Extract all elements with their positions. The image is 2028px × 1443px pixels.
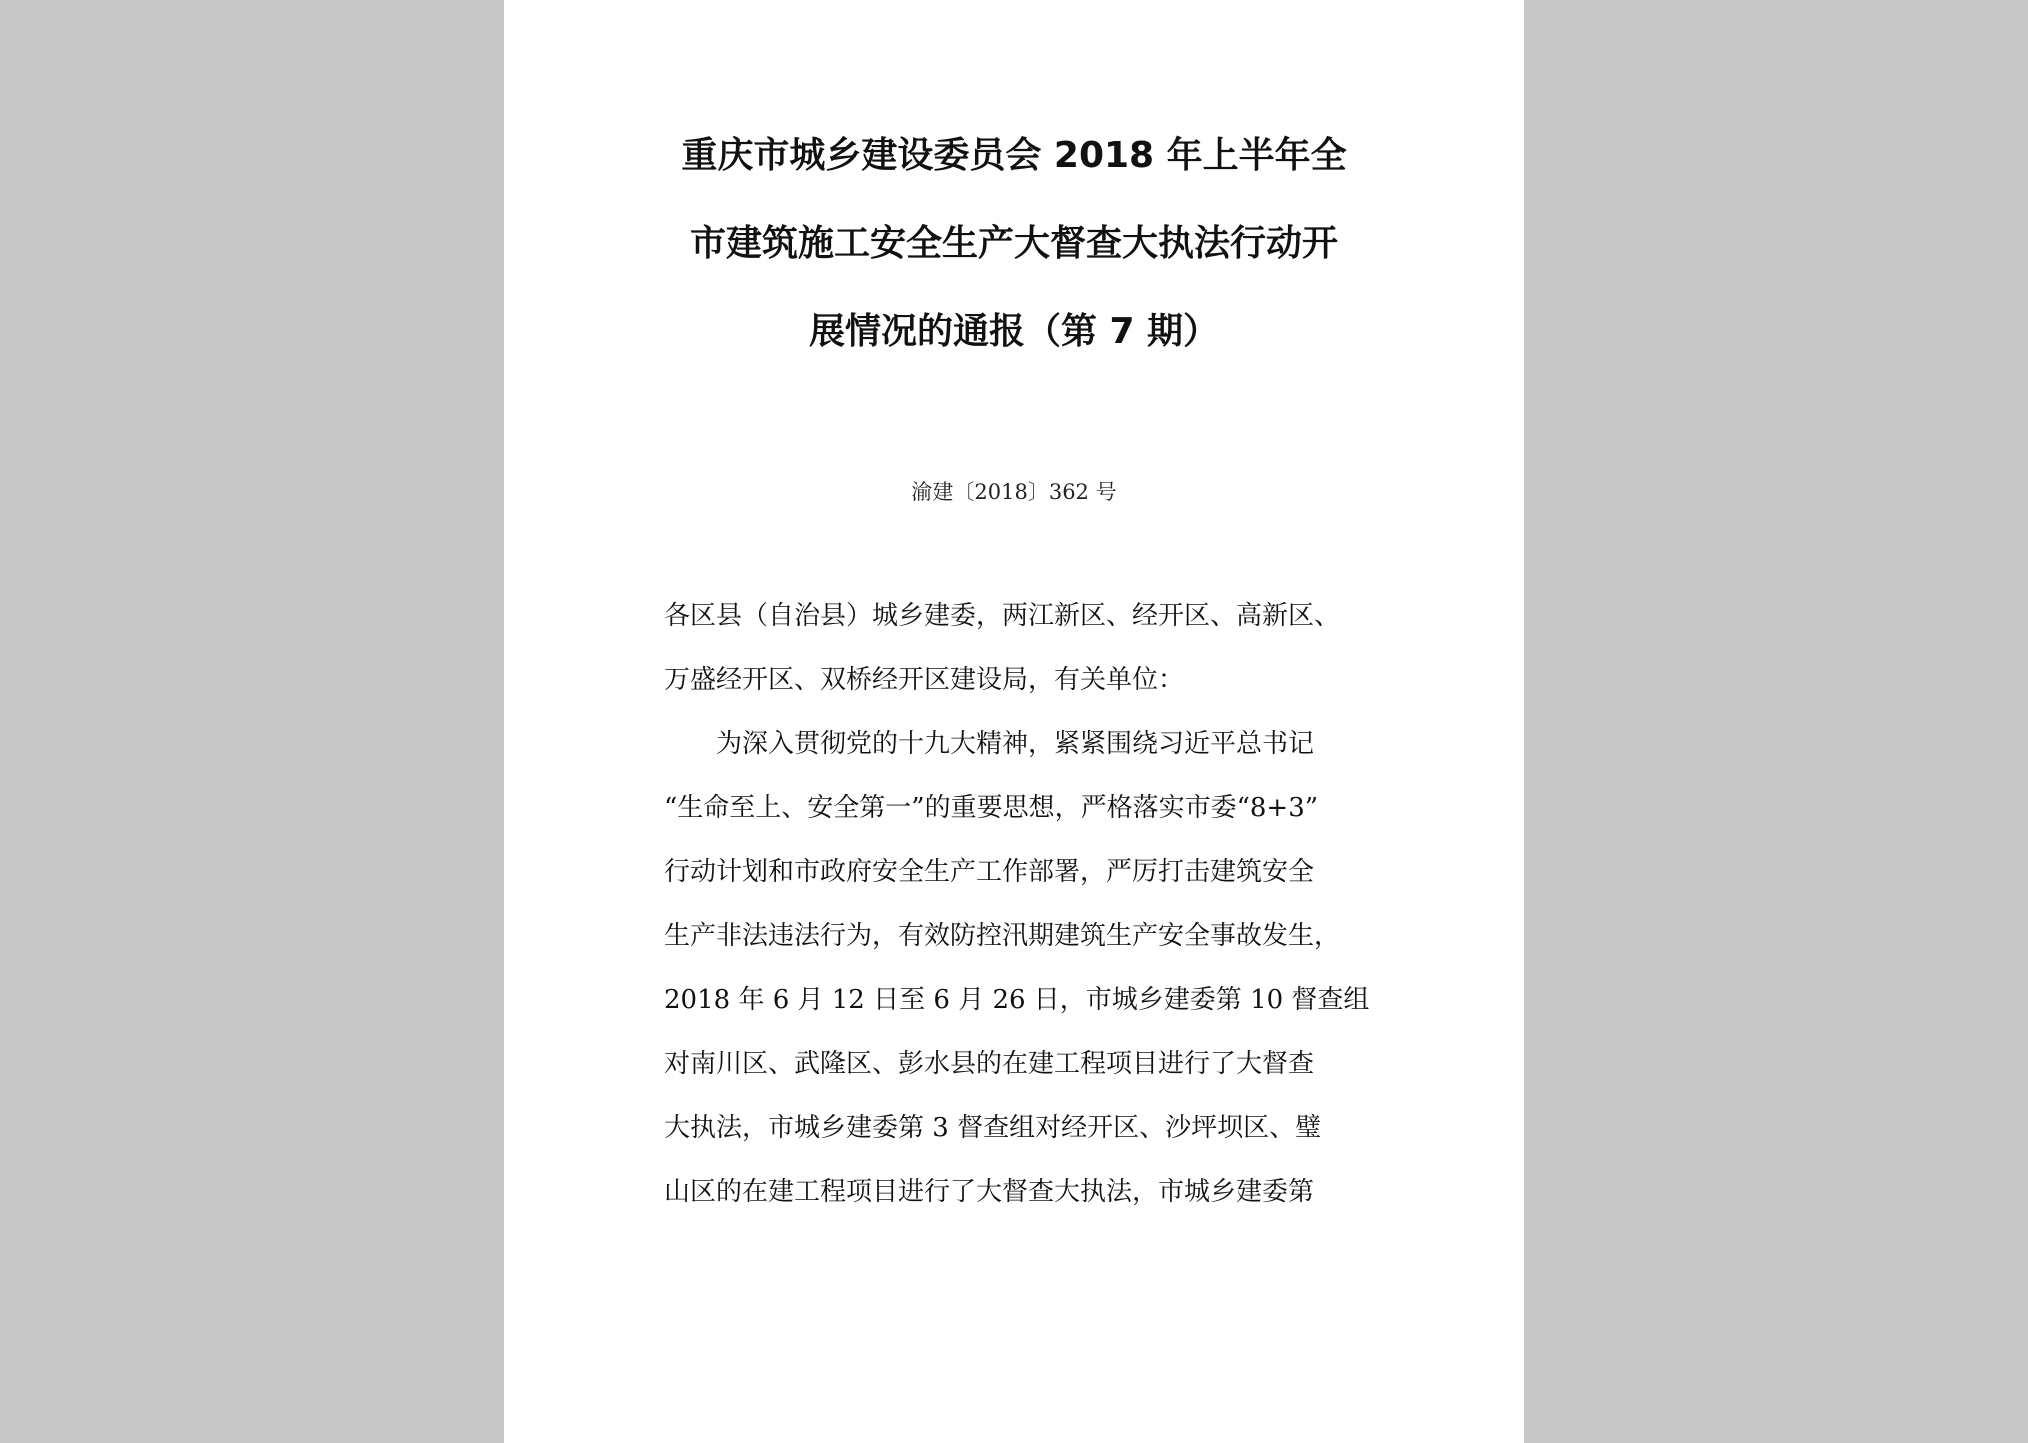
addressee-line: 万盛经开区、双桥经开区建设局，有关单位： <box>664 665 1185 695</box>
document-body <box>664 584 1384 1224</box>
document-number: 渝建〔2018〕362 号 <box>911 480 1117 504</box>
paragraph-line: 山区的在建工程项目进行了大督查大执法，市城乡建委第 <box>664 1177 1315 1207</box>
paragraph-line: “生命至上、安全第一”的重要思想，严格落实市委“8+3” <box>664 793 1319 823</box>
paragraph-line: 生产非法违法行为，有效防控汛期建筑生产安全事故发生， <box>664 921 1341 951</box>
paragraph-line: 行动计划和市政府安全生产工作部署，严厉打击建筑安全 <box>664 857 1315 887</box>
paragraph-line: 2018 年 6 月 12 日至 6 月 26 日，市城乡建委第 10 督查组 <box>664 985 1370 1015</box>
title-line: 市建筑施工安全生产大督查大执法行动开 <box>689 223 1338 264</box>
document-page <box>504 0 1524 1443</box>
paragraph-line: 为深入贯彻党的十九大精神，紧紧围绕习近平总书记 <box>716 729 1315 759</box>
paragraph-line: 大执法，市城乡建委第 3 督查组对经开区、沙坪坝区、璧 <box>664 1113 1322 1143</box>
title-line: 重庆市城乡建设委员会 2018 年上半年全 <box>681 135 1347 176</box>
addressee-line: 各区县（自治县）城乡建委，两江新区、经开区、高新区、 <box>664 601 1341 631</box>
document-title <box>504 112 1524 376</box>
paragraph-line: 对南川区、武隆区、彭水县的在建工程项目进行了大督查 <box>664 1049 1315 1079</box>
title-line: 展情况的通报（第 7 期） <box>808 311 1220 352</box>
